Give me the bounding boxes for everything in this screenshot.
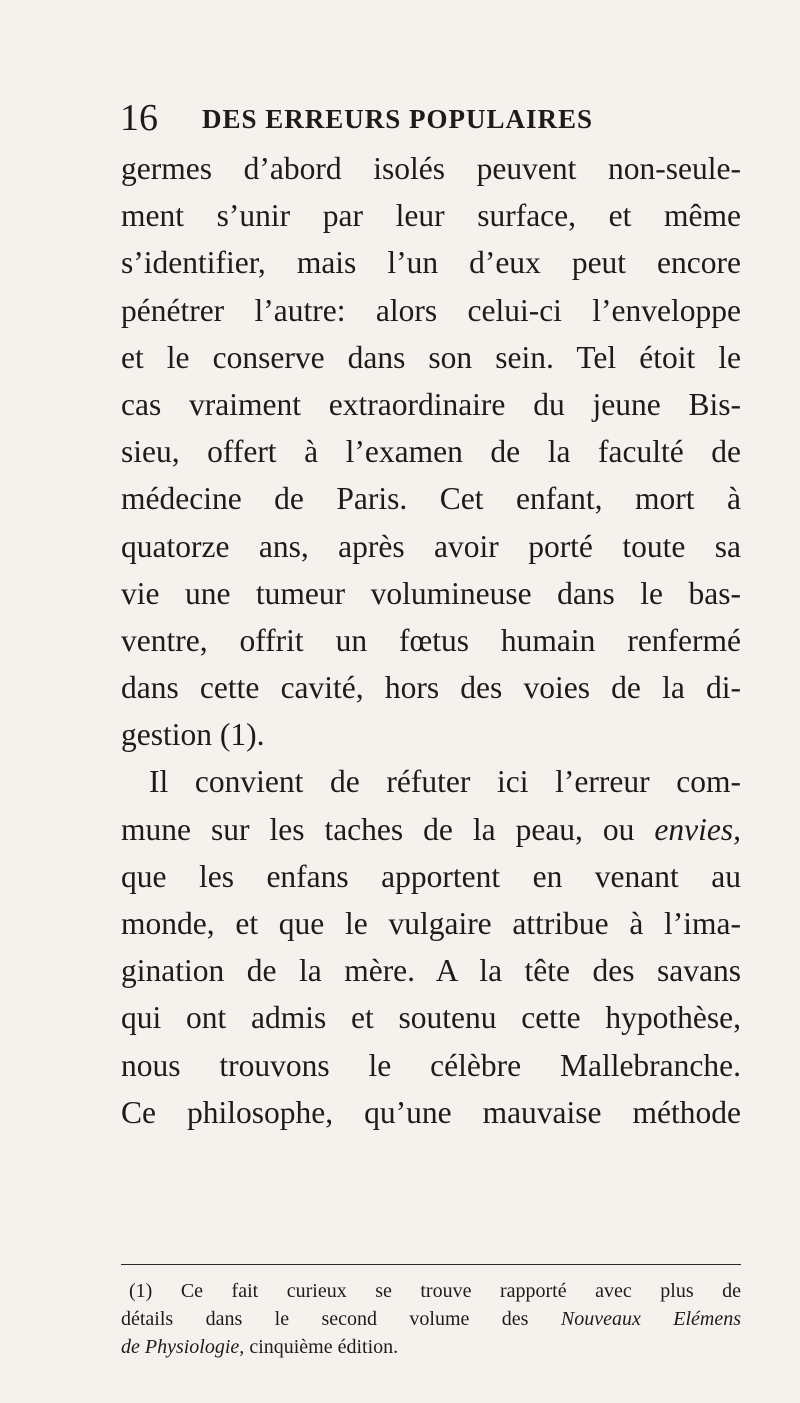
text-line: dans cette cavité, hors des voies de la di- [121, 670, 741, 706]
text-line: que les enfans apportent en venant au [121, 858, 741, 894]
footnote-line [121, 1305, 741, 1333]
page-number: 16 [120, 97, 158, 139]
text-line: s’identifier, mais l’un d’eux peut encore [121, 245, 741, 281]
paragraph-start-line: Il convient de réfuter ici l’erreur com- [149, 764, 741, 800]
footnote-divider [121, 1264, 741, 1265]
text-line: pénétrer l’autre: alors celui-ci l’enveloppe [121, 292, 741, 328]
text-line-with-italic [121, 806, 741, 853]
text-line: vie une tumeur volumineuse dans le bas- [121, 575, 741, 611]
text-line: ment s’unir par leur surface, et même [121, 198, 741, 234]
text-line: gination de la mère. A la tête des savans [121, 953, 741, 989]
text-line: qui ont admis et soutenu cette hypothèse, [121, 1000, 741, 1036]
footnote-line [121, 1333, 741, 1361]
footnote-book-title: Nouveaux Elémens [560, 1308, 741, 1330]
text-line: ventre, offrit un fœtus humain renfermé [121, 622, 741, 658]
footnote-text: détails dans le second volume des [121, 1308, 529, 1330]
text-line: et le conserve dans son sein. Tel étoit le [121, 339, 741, 375]
body-text [121, 145, 741, 1136]
text-line: monde, et que le vulgaire attribue à l’ima- [121, 906, 741, 941]
text-line: cas vraiment extraordinaire du jeune Bis- [121, 386, 741, 422]
running-head [120, 98, 720, 138]
text-line: germes d’abord isolés peuvent non-seule- [121, 151, 741, 186]
text-segment: mune sur les taches de la peau, ou [121, 811, 635, 847]
text-line: gestion (1). [121, 717, 265, 753]
footnote [121, 1277, 741, 1361]
text-line: nous trouvons le célèbre Mallebranche. [121, 1047, 741, 1083]
italic-term: envies, [654, 811, 742, 847]
footnote-line: (1) Ce fait curieux se trouve rapporté avec plus de [129, 1280, 741, 1302]
footnote-book-title: de Physiologie, [121, 1336, 245, 1358]
text-line: quatorze ans, après avoir porté toute sa [121, 528, 741, 564]
text-line: sieu, offert à l’examen de la faculté de [121, 434, 741, 470]
footnote-text: cinquième édition. [249, 1336, 399, 1358]
running-title: DES ERREURS POPULAIRES [202, 104, 594, 134]
text-line: Ce philosophe, qu’une mauvaise méthode [121, 1094, 741, 1130]
text-line: médecine de Paris. Cet enfant, mort à [121, 481, 741, 517]
